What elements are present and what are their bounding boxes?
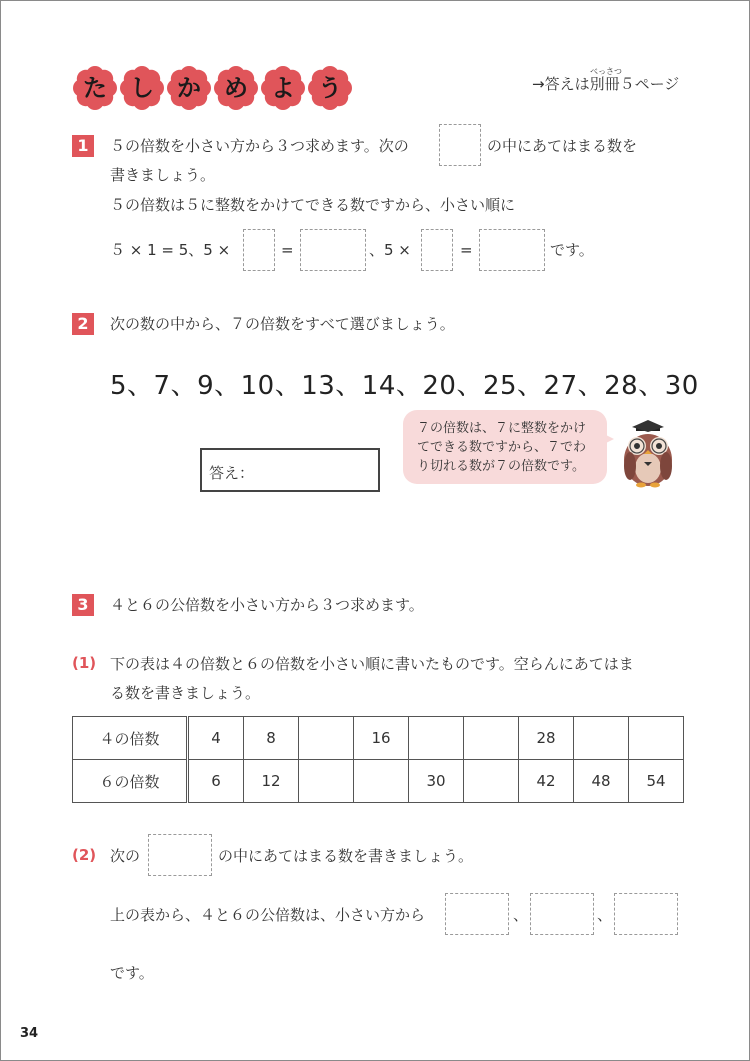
q1-line2: 書きましょう。: [110, 166, 216, 184]
answer-reference: →答えは別冊５ページ: [532, 75, 680, 93]
question-1-number: 1: [72, 135, 94, 157]
ruby-bessatsu: べっさつ: [590, 67, 622, 76]
title-char: た: [83, 74, 107, 102]
page-number: 34: [20, 1026, 39, 1041]
q2-number-list: 5、7、9、10、13、14、20、25、27、28、30: [110, 371, 699, 401]
table-blank-cell[interactable]: [464, 717, 519, 760]
title-char: し: [130, 74, 154, 102]
q1-example-blank: [439, 124, 481, 166]
table-blank-cell[interactable]: [299, 717, 354, 760]
table-cell: 48: [574, 760, 629, 803]
q1-blank-result-2[interactable]: [479, 229, 545, 271]
table-cell: 6: [188, 760, 244, 803]
q1-blank-multiplier-1[interactable]: [243, 229, 275, 271]
table-cell: 30: [409, 760, 464, 803]
owl-mascot-icon: [616, 416, 680, 488]
table-row-header: ４の倍数: [73, 717, 188, 760]
q1-eq-end: です。: [550, 241, 594, 259]
q1-eq-start: ５ × 1 = 5、5 ×: [110, 241, 231, 259]
table-cell: 16: [354, 717, 409, 760]
title-flower: [119, 65, 165, 111]
title-flower: [260, 65, 306, 111]
title-flower: [72, 65, 118, 111]
q3-comma-1: 、: [513, 906, 529, 924]
q3-blank-common-2[interactable]: [530, 893, 594, 935]
multiples-table: [72, 716, 684, 803]
q3-comma-2: 、: [597, 906, 613, 924]
hint-line-3: り切れる数が７の倍数です。: [417, 459, 585, 474]
table-cell: 8: [244, 717, 299, 760]
q1-line1b: の中にあてはまる数を: [487, 137, 638, 155]
title-char: う: [318, 74, 342, 102]
table-cell: 54: [629, 760, 684, 803]
table-blank-cell[interactable]: [464, 760, 519, 803]
q3-blank-common-3[interactable]: [614, 893, 678, 935]
hint-line-2: てできる数ですから、７でわ: [417, 440, 587, 455]
table-cell: 4: [188, 717, 244, 760]
question-2-number: 2: [72, 313, 94, 335]
table-row: [73, 717, 684, 760]
q1-blank-result-1[interactable]: [300, 229, 366, 271]
q3-sub2-line2: 上の表から、４と６の公倍数は、小さい方から: [110, 906, 426, 924]
q1-blank-multiplier-2[interactable]: [421, 229, 453, 271]
title-char: か: [177, 74, 201, 102]
question-3-number: 3: [72, 594, 94, 616]
q1-line3: ５の倍数は５に整数をかけてできる数ですから、小さい順に: [110, 196, 516, 214]
title-flower: [307, 65, 353, 111]
table-blank-cell[interactable]: [409, 717, 464, 760]
table-row-header: ６の倍数: [73, 760, 188, 803]
hint-line-1: ７の倍数は、７に整数をかけ: [417, 421, 587, 436]
table-blank-cell[interactable]: [299, 760, 354, 803]
q3-sub2-label: (2): [72, 846, 97, 864]
q1-eq-comma: 、5 ×: [369, 241, 411, 259]
table-cell: 42: [519, 760, 574, 803]
q2-answer-box[interactable]: [200, 448, 380, 492]
q3-sub1-label: (1): [72, 654, 97, 672]
q2-text: 次の数の中から、７の倍数をすべて選びましょう。: [110, 315, 455, 333]
table-blank-cell[interactable]: [574, 717, 629, 760]
hint-bubble: [403, 410, 607, 484]
q3-sub2-example-blank: [148, 834, 212, 876]
q3-sub2-line1b: の中にあてはまる数を書きましょう。: [218, 847, 474, 865]
title-flower: [166, 65, 212, 111]
table-blank-cell[interactable]: [629, 717, 684, 760]
table-row: [73, 760, 684, 803]
q3-sub1-line2: る数を書きましょう。: [110, 684, 261, 702]
q3-sub2-line1a: 次の: [110, 847, 141, 865]
title-flower: [213, 65, 259, 111]
q3-sub1-line1: 下の表は４の倍数と６の倍数を小さい順に書いたものです。空らんにあてはま: [110, 655, 634, 673]
q2-answer-label: 答え：: [209, 464, 255, 482]
q1-line1a: ５の倍数を小さい方から３つ求めます。次の: [110, 137, 409, 155]
q1-eq-equals-1: =: [281, 241, 294, 259]
table-cell: 12: [244, 760, 299, 803]
title-char: め: [224, 74, 248, 102]
title-char: よ: [271, 74, 295, 102]
hint-bubble-tail: [600, 432, 614, 446]
q3-sub2-line3: です。: [110, 964, 154, 982]
q1-eq-equals-2: =: [460, 241, 473, 259]
table-blank-cell[interactable]: [354, 760, 409, 803]
q3-blank-common-1[interactable]: [445, 893, 509, 935]
q3-text: ４と６の公倍数を小さい方から３つ求めます。: [110, 596, 424, 614]
table-cell: 28: [519, 717, 574, 760]
